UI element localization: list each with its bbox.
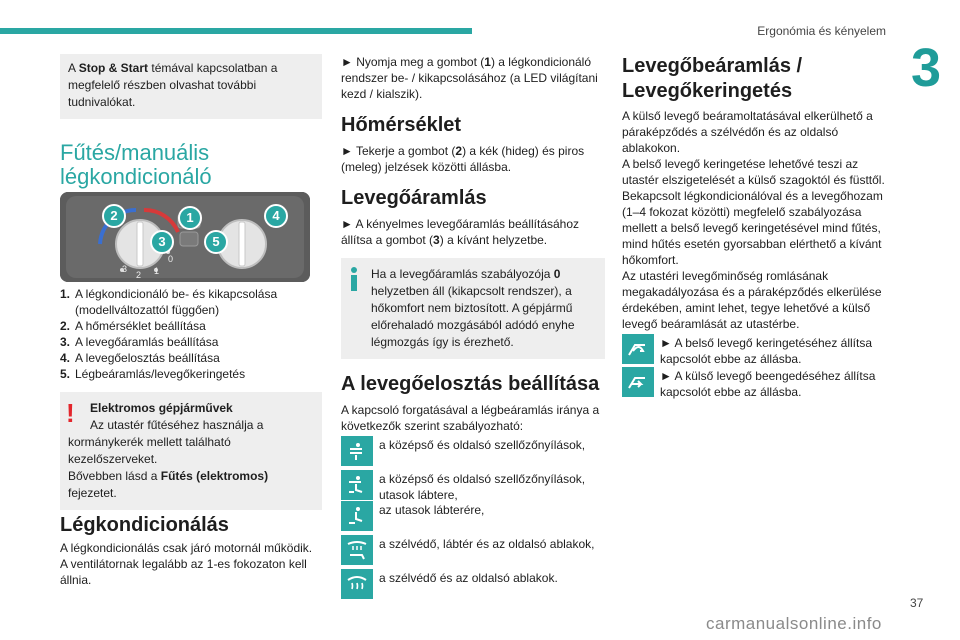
note-prefix: A [68,61,79,75]
list-number: 5. [60,367,71,381]
distribution-option [341,436,605,466]
list-number: 4. [60,351,71,365]
list-number: 1. [60,287,71,301]
windshield-defrost-icon [341,569,373,599]
heading-heating: Fűtés/manuális légkondicionáló [60,140,212,189]
windshield-feet-icon [341,535,373,565]
vent-face-feet-icon [341,470,373,500]
temp-instruction [341,143,605,175]
callout-1: 1 [178,206,202,230]
callout-5: 5 [204,230,228,254]
warning-icon: ! [66,398,75,428]
airflow-info-box [341,258,605,359]
callout-list [60,286,322,382]
dial-mark-0: 0 [168,254,174,264]
distribution-option [341,501,605,531]
callout-4: 4 [264,204,288,228]
top-accent-bar [0,28,472,34]
distribution-option [341,470,605,503]
column-left [60,54,322,189]
recirc-p1: A külső levegő beáramoltatásával elkerülhető a párakép​ződés a szélvédőn és az oldalsó ablakokon. [622,109,873,155]
list-text: Légbeáramlás/levegőkeringetés [75,367,246,381]
dial-mark-1: 1 [154,266,160,276]
vent-face-icon [341,436,373,466]
heading-airflow: Levegőáramlás [341,187,487,209]
watermark-link[interactable]: carmanualsonline.info [706,614,882,633]
ac-button-instruction [341,54,605,102]
ev-warning-box [60,392,322,510]
vent-feet-icon [341,501,373,531]
recirc-p3: Bekapcsolt légkondicionálóval és a levegőhozam (1–4 fokozat közötti) megfelelő szabályozása mellett a belső levegő keringetésével mind fűtés, mind hűtés esetén gyorsabban elérthető a kívánt hőkomfort. [622,189,883,267]
info-icon [348,266,360,292]
ac-text: A légkondicionálás csak járó motornál működik. A ventilátornak legalább az 1-es fokozaton kell állnia. [60,541,313,587]
heading-temperature: Hőmérséklet [341,114,462,136]
chapter-number: 3 [910,38,942,98]
flow-prefix: ► A kényelmes levegőáramlás beállításához állítsa a gombot ( [341,217,580,247]
section-title: Ergonómia és kényelem [757,24,886,38]
flow-num: 3 [433,233,440,247]
column-right [622,54,892,400]
recirculation-icon [622,334,654,364]
warning-ref [68,468,312,502]
distribution-option-text: az utasok lábterére, [379,503,485,517]
dial-mark-3: 3 [122,264,128,274]
fresh-air-option-text: ► A külső levegő beengedéséhez állítsa kapcsolót ebbe az állásba. [660,369,876,399]
distribution-option [341,535,605,565]
distribution-option [341,569,605,599]
instr-prefix: ► Nyomja meg a gombot ( [341,55,485,69]
list-item [60,286,322,318]
list-text: A hőmérséklet beállítása [75,319,206,333]
dial-mark-2: 2 [136,270,142,280]
warning-body [68,417,312,468]
distribution-intro: A kapcsoló forgatásával a légbeáramlás iránya a következők szerint szabályozható: [341,403,600,433]
distribution-option-text: a középső és oldalsó szellőzőnyílások, utasok lábtere, [379,472,586,502]
warning-title: Elektromos gépjárművek [90,401,233,415]
page-number: 37 [910,596,924,610]
hvac-control-panel-image [60,192,310,282]
temp-suffix: ) a kék (hideg) és piros (meleg) jelzések közötti állásba. [341,144,585,174]
recirc-p4: Az utastéri levegőminőség romlásának megakadályozása és a páraképződés elkerülése érdekében, amint lehet, tegye lehetővé a külső levegő beáramlását az utastérbe. [622,269,882,331]
warning-body-text: Az utastér fűtéséhez használja a kormánykerék mellett található kezelőszerveket. [68,418,264,466]
fresh-air-option [622,367,892,400]
list-number: 2. [60,319,71,333]
note-bold: Stop & Start [78,61,149,75]
temp-num: 2 [455,144,463,158]
distribution-option-text: a szélvédő és az oldalsó ablakok. [379,571,558,585]
recirc-p2: A belső levegő keringetése lehetővé teszi az utastér elszigetelését a külső szagoktól és füsttől. [622,157,885,187]
distribution-option-text: a középső és oldalsó szellőzőnyílások, [379,438,586,452]
recirc-option-text: ► A belső levegő keringetéséhez állítsa kapcsolót ebbe az állásba. [660,336,873,366]
heading-recirculation: Levegőbeáramlás / Levegőkeringetés [622,55,803,102]
list-text: A levegőelosztás beállítása [75,351,220,365]
list-item [60,334,322,350]
info-suffix: helyzetben áll (kikapcsolt rendszer), a hőkomfort nem biztosított. A gépjármű előrehaladó mozgásából adódó enyhe légmozgás így is érezhető. [371,284,575,349]
distribution-option-text: a szélvédő, lábtér és az oldalsó ablakok, [379,537,595,551]
temp-prefix: ► Tekerje a gombot ( [341,144,456,158]
heading-ac: Légkondicionálás [60,514,229,536]
column-middle [341,54,605,599]
instr-num: 1 [484,55,491,69]
list-number: 3. [60,335,71,349]
warning-ref-bold: Fűtés (elektromos) [160,469,269,483]
stop-start-note [60,54,322,119]
recirc-option [622,334,892,367]
info-prefix: Ha a levegőáramlás szabályozója [371,267,554,281]
callout-3: 3 [150,230,174,254]
callout-2: 2 [102,204,126,228]
list-text: A légkondicionáló be- és kikapcsolása (modellváltozattól függően) [75,287,278,317]
list-item [60,366,322,382]
instr-suffix: ) a légkondicionáló rendszer be- / kikapcsolásához (a LED világítani kezd / kialszik). [341,55,598,101]
warning-ref-suffix: fejezetet. [68,486,117,500]
flow-instruction [341,216,605,248]
list-item [60,350,322,366]
note-rest: témával kapcsolatban a megfelelő részben olvashat további tudnivalókat. [68,61,278,109]
warning-ref-prefix: Bővebben lásd a [68,469,161,483]
list-text: A levegőáramlás beállítása [75,335,219,349]
fresh-air-icon [622,367,654,397]
flow-suffix: ) a kívánt helyzetbe. [439,233,548,247]
heading-distribution: A levegőelosztás beállítása [341,373,600,395]
info-bold: 0 [553,267,561,281]
list-item [60,318,322,334]
